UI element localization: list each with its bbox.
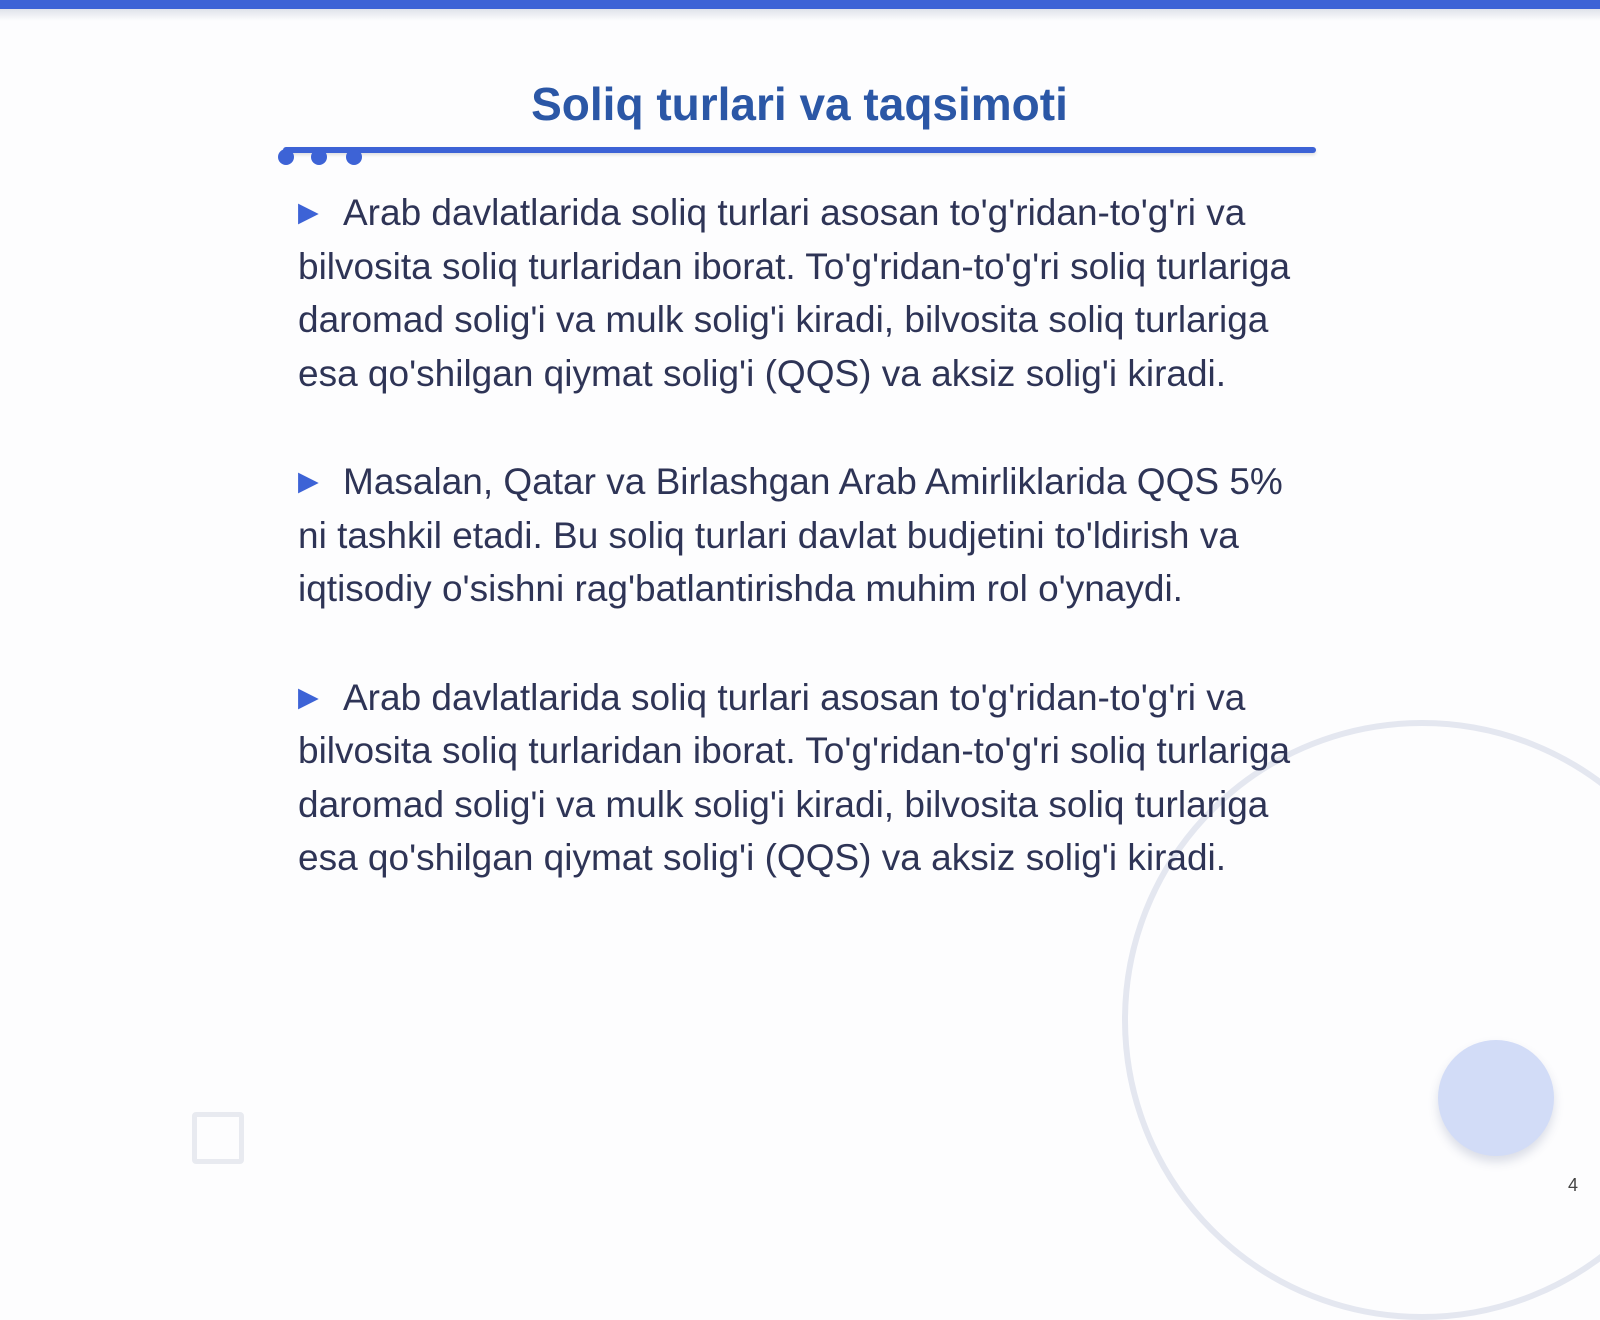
bullet-text: Masalan, Qatar va Birlashgan Arab Amirliklarida QQS 5% ni tashkil etadi. Bu soliq turlari davlat budjetini to'ldirish va iqtisodiy o'sishni rag'batlantirishda muhim rol o'ynaydi. bbox=[298, 461, 1283, 609]
slide-title: Soliq turlari va taqsimoti bbox=[531, 78, 1068, 130]
decorative-square bbox=[192, 1112, 244, 1164]
decorative-dot bbox=[311, 149, 327, 165]
bullet-paragraph bbox=[298, 671, 1298, 885]
bullet-text: Arab davlatlarida soliq turlari asosan to'g'ridan-to'g'ri va bilvosita soliq turlaridan iborat. To'g'ridan-to'g'ri soliq turlariga daromad solig'i va mulk solig'i kiradi, bilvosita soliq turlariga esa qo'shilgan qiymat solig'i (QQS) va aksiz solig'i kiradi. bbox=[298, 676, 1291, 878]
page-number: 4 bbox=[1567, 1175, 1578, 1195]
top-accent-bar bbox=[0, 0, 1600, 9]
decorative-dot bbox=[278, 149, 294, 165]
decorative-dot bbox=[346, 149, 362, 165]
bullet-paragraph bbox=[298, 455, 1298, 616]
title-underline bbox=[283, 147, 1316, 153]
decorative-circle bbox=[1438, 1040, 1554, 1156]
slide-body bbox=[298, 186, 1298, 940]
bullet-text: Arab davlatlarida soliq turlari asosan to'g'ridan-to'g'ri va bilvosita soliq turlaridan iborat. To'g'ridan-to'g'ri soliq turlariga daromad solig'i va mulk solig'i kiradi, bilvosita soliq turlariga esa qo'shilgan qiymat solig'i (QQS) va aksiz solig'i kiradi. bbox=[298, 192, 1291, 394]
bullet-paragraph bbox=[298, 186, 1298, 400]
triangle-right-icon: ▶ bbox=[298, 197, 319, 227]
top-bar-shadow bbox=[0, 9, 1600, 21]
triangle-right-icon: ▶ bbox=[298, 681, 319, 712]
triangle-right-icon: ▶ bbox=[298, 466, 319, 496]
